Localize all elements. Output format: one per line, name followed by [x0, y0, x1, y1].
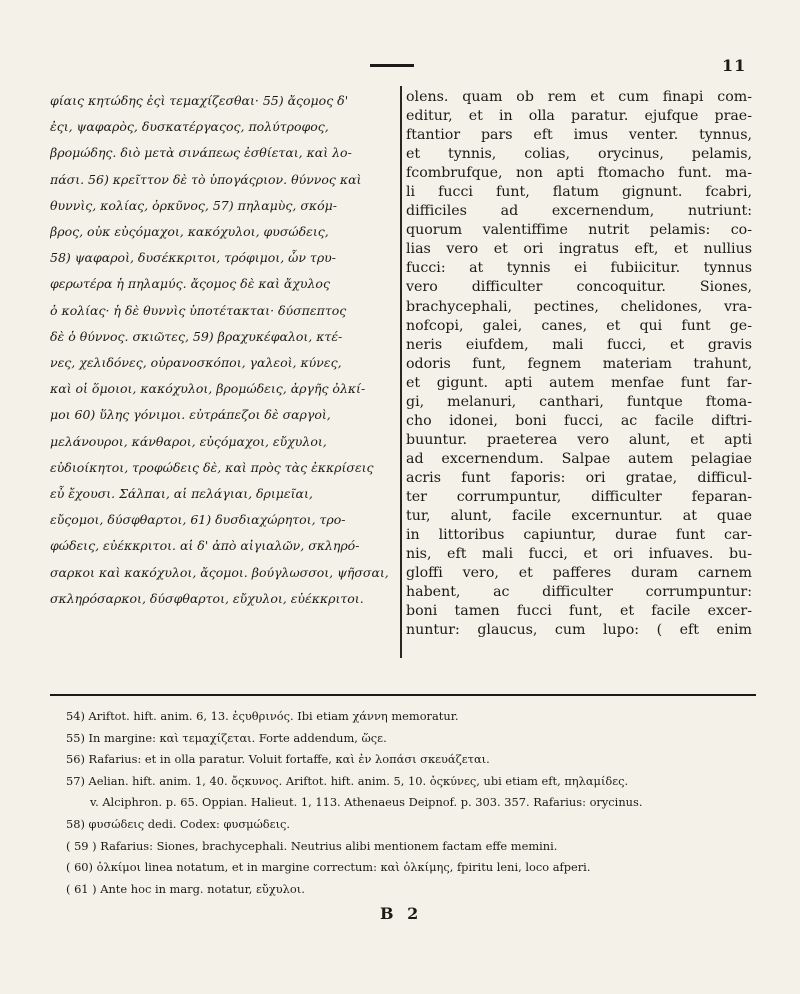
latin-text-line: fcombrufque, non apti ftomacho funt. ma-	[406, 165, 752, 182]
greek-text-line: σκληρόσαρκοι, δύσφθαρτοι, εὔχυλοι, εὐέκκριτοι.	[50, 590, 364, 606]
greek-text-line: νες, χελιδόνες, οὐρανοσκόποι, γαλεοὶ, κύνες,	[50, 355, 342, 371]
latin-text-line: acris funt faporis: ori gratae, difficul-	[406, 469, 752, 486]
greek-text-line: 58) ψαφαροὶ, δυσέκκριτοι, τρόφιμοι, ὧν τρυ-	[50, 250, 337, 266]
footnote-line: 58) φυσώδεις dedi. Codex: φυσμώδεις.	[66, 816, 291, 831]
latin-text-line: nofcopi, galei, canes, et qui funt ge-	[406, 317, 752, 334]
greek-text-line: πάσι. 56) κρεῖττον δὲ τὸ ὑπογάςριον. θύννος καὶ	[50, 171, 362, 187]
latin-text-line: buuntur. praeterea vero alunt, et apti	[406, 431, 752, 448]
latin-text-line: neris eiufdem, mali fucci, et gravis	[406, 336, 752, 353]
header-rule	[370, 64, 414, 67]
greek-text-line: βρος, οὐκ εὐςόμαχοι, κακόχυλοι, φυσώδεις,	[50, 224, 329, 240]
footnote-rule	[50, 694, 756, 696]
greek-text-line: βρομώδης. διὸ μετὰ σινάπεως ἐσθίεται, καὶ λο-	[50, 145, 352, 161]
greek-text-line: μοι 60) ὕλης γόνιμοι. εὐτράπεζοι δὲ σαργοὶ,	[50, 407, 331, 423]
latin-text-line: vero difficulter concoquitur. Siones,	[406, 279, 752, 296]
footnote-line: ( 59 ) Rafarius: Siones, brachycephali. Neutrius alibi mentionem factam effe memini.	[66, 838, 558, 853]
latin-text-line: ftantior pars eft imus venter. tynnus,	[406, 127, 752, 144]
latin-text-line: fucci: at tynnis ei fubiicitur. tynnus	[406, 260, 752, 277]
greek-text-line: ἐςι, ψαφαρὸς, δυσκατέργαςος, πολύτροφος,	[50, 119, 329, 135]
greek-text-line: εὖ ἔχουσι. Σάλπαι, αἱ πελάγιαι, δριμεῖαι,	[50, 486, 313, 502]
greek-text-line: δὲ ὁ θύννος. σκιῶτες, 59) βραχυκέφαλοι, κτέ-	[50, 328, 343, 344]
latin-text-line: in littoribus capiuntur, durae funt car-	[406, 527, 752, 544]
greek-text-line: σαρκοι καὶ κακόχυλοι, ἄςομοι. βούγλωσσοι, ψῆσσαι,	[50, 564, 389, 580]
latin-text-line: ter corrumpuntur, difficulter feparan-	[406, 488, 752, 505]
latin-text-line: olens. quam ob rem et cum finapi com-	[406, 89, 752, 105]
greek-text-line: εὔςομοι, δύσφθαρτοι, 61) δυσδιαχώρητοι, τρο-	[50, 512, 346, 528]
latin-text-line: difficiles ad excernendum, nutriunt:	[406, 203, 752, 220]
latin-text-line: gi, melanuri, canthari, funtque ftoma-	[406, 393, 752, 410]
greek-text-line: μελάνουροι, κάνθαροι, εὐςόμαχοι, εὔχυλοι,	[50, 433, 327, 449]
latin-text-line: tur, alunt, facile excernuntur. at quae	[406, 508, 752, 525]
latin-text-line: quorum valentiffime nutrit pelamis: co-	[406, 222, 752, 239]
latin-text-line: et tynnis, colias, orycinus, pelamis,	[406, 146, 752, 163]
greek-text-line: εὐδιοίκητοι, τροφώδεις δὲ, καὶ πρὸς τὰς ἐκκρίσεις	[50, 459, 374, 475]
latin-text-line: odoris funt, fegnem materiam trahunt,	[406, 355, 752, 372]
footnote-line: v. Alciphron. p. 65. Oppian. Halieut. 1, 113. Athenaeus Deipnof. p. 303. 357. Rafarius: orycinus.	[90, 795, 643, 810]
footnote-line: ( 61 ) Ante hoc in marg. notatur, εὔχυλοι.	[66, 881, 305, 896]
latin-text-line: nis, eft mali fucci, et ori infuaves. bu-	[406, 546, 752, 563]
latin-text-line: nuntur: glaucus, cum lupo: ( eft enim	[406, 622, 752, 639]
greek-text-line: θυννὶς, κολίας, ὀρκῦνος, 57) πηλαμὺς, σκόμ-	[50, 197, 337, 213]
footnote-line: 54) Ariftot. hift. anim. 6, 13. ἐςυθρινός. Ibi etiam χάννη memoratur.	[66, 709, 459, 723]
latin-text-line: li fucci funt, flatum gignunt. fcabri,	[406, 184, 752, 201]
greek-text-line: ὁ κολίας· ἡ δὲ θυννὶς ὑποτέτακται· δύσπεπτος	[50, 302, 347, 318]
latin-text-line: boni tamen fucci funt, et facile excer-	[406, 603, 752, 620]
latin-text-line: et gigunt. apti autem menfae funt far-	[406, 374, 752, 391]
greek-text-line: φίαις κητώδης ἐςὶ τεμαχίζεσθαι· 55) ἄςομος δ'	[50, 93, 349, 108]
signature-mark: B 2	[380, 904, 423, 923]
latin-text-line: cho idonei, boni fucci, ac facile diftri-	[406, 412, 752, 429]
footnote-line: 55) In margine: καὶ τεμαχίζεται. Forte addendum, ὥςε.	[66, 730, 387, 745]
column-divider	[400, 86, 402, 658]
latin-text-line: lias vero et ori ingratus eft, et nullius	[406, 241, 752, 258]
greek-text-column	[50, 88, 394, 612]
page-number: 11	[722, 56, 747, 75]
footnote-line: 56) Rafarius: et in olla paratur. Voluit fortaffe, καὶ ἐν λοπάσι σκευάζεται.	[66, 752, 490, 767]
latin-text-line: editur, et in olla paratur. ejufque prae-	[406, 108, 752, 125]
footnote-line: 57) Aelian. hift. anim. 1, 40. ὄςκυνος. Ariftot. hift. anim. 5, 10. ὀςκύνες, ubi etiam eft, πηλαμίδες.	[66, 773, 629, 788]
greek-text-line: φώδεις, εὐέκκριτοι. αἱ δ' ἀπὸ αἰγιαλῶν, σκληρό-	[50, 538, 360, 554]
footnotes	[66, 706, 756, 900]
greek-text-line: καὶ οἱ ὅμοιοι, κακόχυλοι, βρομώδεις, ἀργῆς ὀλκί-	[50, 381, 366, 397]
latin-text-line: habent, ac difficulter corrumpuntur:	[406, 584, 752, 601]
latin-text-column	[406, 88, 752, 640]
latin-text-line: ad excernendum. Salpae autem pelagiae	[406, 450, 752, 467]
greek-text-line: φερωτέρα ἡ πηλαμύς. ἄςομος δὲ καὶ ἄχυλος	[50, 276, 330, 292]
latin-text-line: gloffi vero, et pafferes duram carnem	[406, 565, 752, 582]
footnote-line: ( 60) ὀλκίμοι linea notatum, et in margine correctum: καὶ ὁλκίμης, fpiritu leni, loco afperi.	[66, 860, 591, 875]
latin-text-line: brachycephali, pectines, chelidones, vra-	[406, 298, 752, 315]
